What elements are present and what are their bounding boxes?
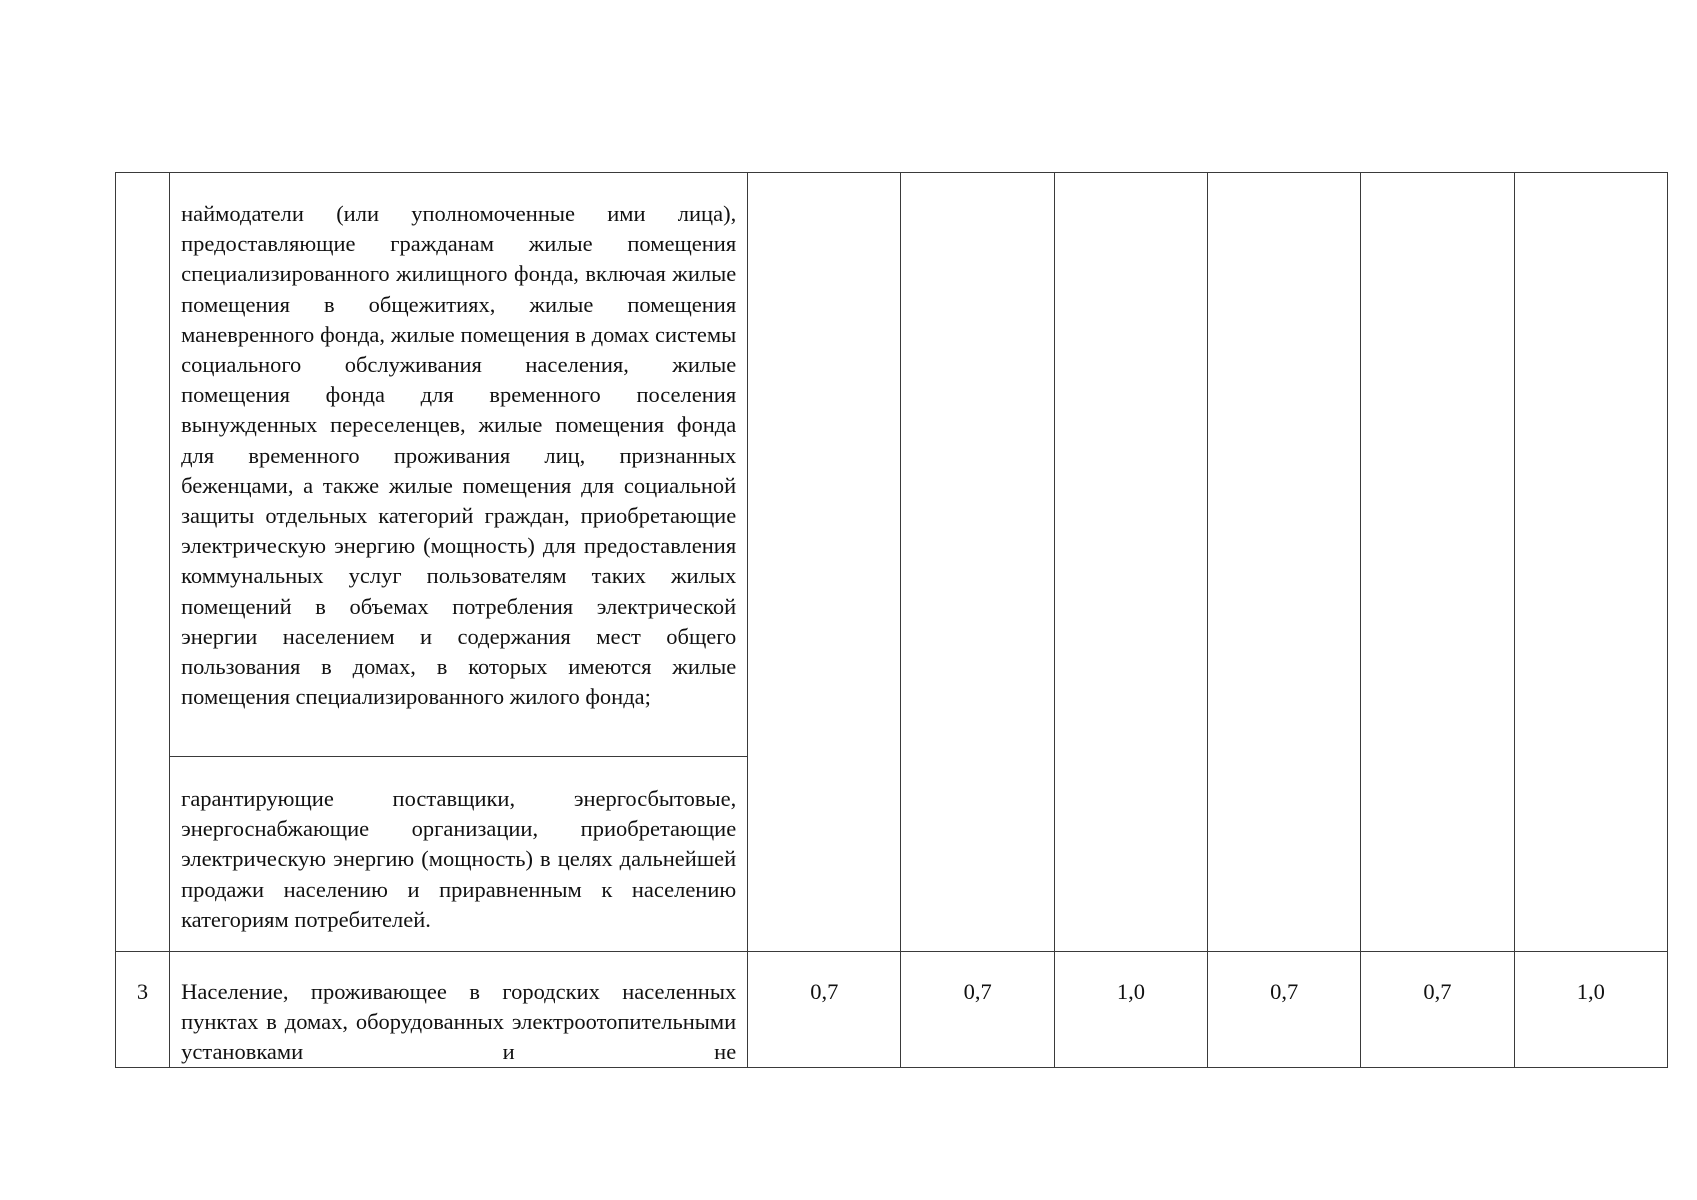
value-cell <box>1208 173 1361 952</box>
description-text: гарантирующие поставщики, энергосбытовые, энергоснабжающие организации, приобретающие электрическую энергию (мощность) в целях дальнейшей продажи населению и приравненным к населению категориям потребителей. <box>181 786 737 932</box>
coefficient-value: 0,7 <box>1270 979 1299 1005</box>
description-cell <box>170 952 748 1068</box>
description-text: наймодатели (или уполномоченные ими лица), предоставляющие гражданам жилые помещения специализированного жилищного фонда, включая жилые помещения в общежитиях, жилые помещения маневренного фонда, жилые помещения в домах системы социального обслуживания населения, жилые помещения фонда для временного поселения вынужденных переселенцев, жилые помещения фонда для временного проживания лиц, признанных беженцами, а также жилые помещения для социальной защиты отдельных категорий граждан, приобретающие электрическую энергию (мощность) для предоставления коммунальных услуг пользователям таких жилых помещений в объемах потребления электрической энергии населением и содержания мест общего пользования в домах, в которых имеются жилые помещения специализированного жилого фонда; <box>181 201 737 710</box>
table-row <box>116 173 1668 757</box>
description-text: Население, проживающее в городских населенных пунктах в домах, оборудованных электроотопительными установками и не <box>181 979 737 1065</box>
value-cell <box>748 173 901 952</box>
value-cell <box>901 173 1054 952</box>
tariff-table <box>115 172 1668 1068</box>
coefficient-value: 0,7 <box>963 979 992 1005</box>
value-cell <box>1361 952 1514 1068</box>
table-row <box>116 952 1668 1068</box>
coefficient-value: 1,0 <box>1116 979 1145 1005</box>
value-cell <box>1514 952 1667 1068</box>
value-cell <box>1054 173 1207 952</box>
value-cell <box>1514 173 1667 952</box>
value-cell <box>901 952 1054 1068</box>
row-number-cell <box>116 173 170 952</box>
row-number: 3 <box>136 979 149 1005</box>
value-cell <box>1361 173 1514 952</box>
value-cell <box>748 952 901 1068</box>
value-cell <box>1208 952 1361 1068</box>
coefficient-value: 0,7 <box>810 979 839 1005</box>
row-number-cell <box>116 952 170 1068</box>
description-cell <box>170 173 748 757</box>
description-cell <box>170 757 748 952</box>
coefficient-value: 0,7 <box>1423 979 1452 1005</box>
coefficient-value: 1,0 <box>1576 979 1605 1005</box>
value-cell <box>1054 952 1207 1068</box>
